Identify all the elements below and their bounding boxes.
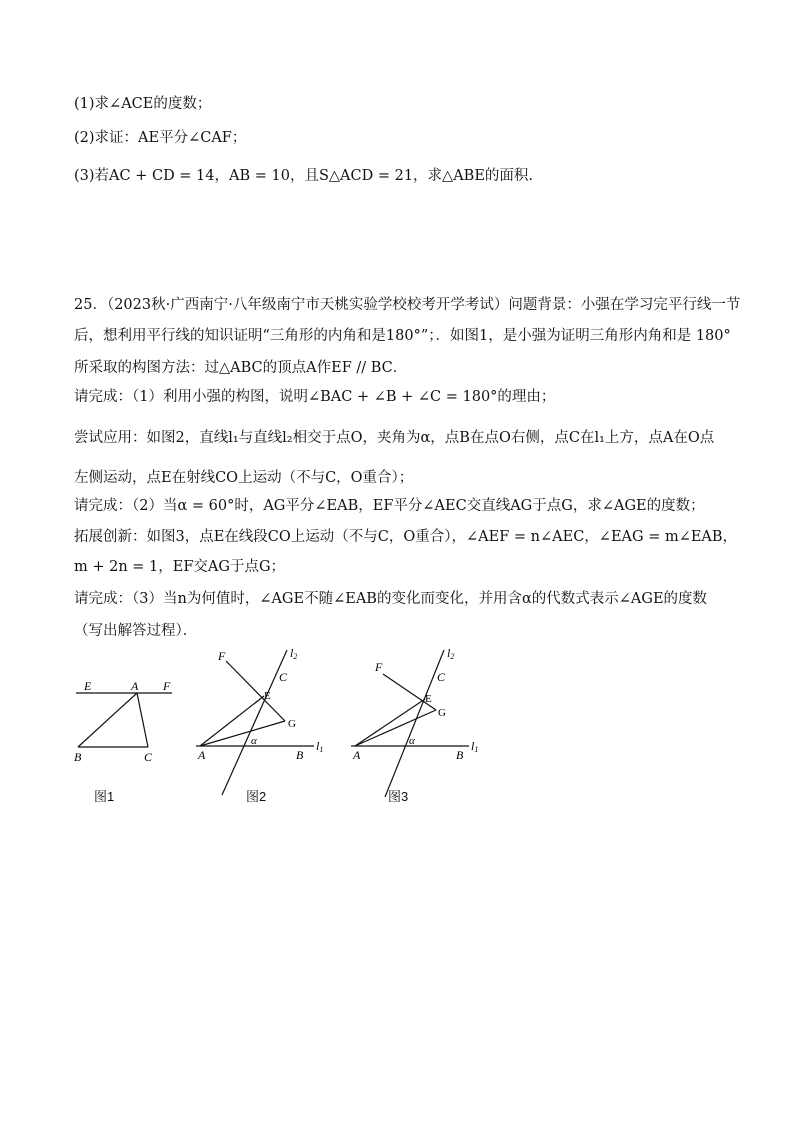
fig2-label-a: A: [198, 748, 206, 762]
fig3-line-l2: [385, 650, 444, 797]
fig1-label-a: A: [131, 679, 139, 693]
fig3-caption: 图3: [388, 789, 409, 804]
fig1-label-b: B: [74, 750, 82, 764]
q25-line-1: 25．（2023秋·广西南宁·八年级南宁市天桃实验学校校考开学考试）问题背景：小强在学习完平行线一节: [74, 297, 741, 313]
figure-2: [190, 645, 335, 805]
fig2-label-l2: l2: [290, 646, 298, 661]
figure-3: [345, 645, 490, 805]
q25-line-3: 所采取的构图方法：过△ABC的顶点A作EF // BC．: [74, 360, 408, 376]
fig2-line-l2: [222, 650, 287, 795]
fig3-label-l1: l1: [471, 739, 479, 754]
prev-part-3: (3)若AC + CD = 14，AB = 10，且S△ACD = 21，求△ABE的面积.: [74, 168, 534, 184]
fig3-label-b: B: [456, 748, 464, 762]
fig3-label-e: E: [425, 693, 432, 705]
q25-line-8: 拓展创新：如图3，点E在线段CO上运动（不与C，O重合），∠AEF = n∠AEC，∠EAG = m∠EAB，: [74, 529, 738, 545]
fig3-label-g: G: [438, 707, 446, 719]
q25-line-5: 尝试应用：如图2，直线l₁与直线l₂相交于点O，夹角为α，点B在点O右侧，点C在l₁上方，点A在O点: [74, 430, 715, 446]
fig3-label-a: A: [353, 748, 361, 762]
q25-line-10: 请完成：（3）当n为何值时，∠AGE不随∠EAB的变化而变化，并用含α的代数式表示∠AGE的度数: [74, 591, 708, 607]
fig1-side-ac: [137, 693, 148, 747]
fig1-label-e: E: [84, 679, 92, 693]
fig3-label-alpha: α: [409, 735, 415, 747]
fig2-label-g: G: [288, 718, 296, 730]
prev-part-1: (1)求∠ACE的度数；: [74, 96, 212, 112]
q25-line-6: 左侧运动，点E在射线CO上运动（不与C，O重合）；: [74, 470, 414, 486]
q25-line-9: m + 2n = 1，EF交AG于点G；: [74, 559, 286, 575]
fig3-segment-ag: [355, 710, 436, 746]
fig2-segment-ag: [200, 721, 285, 746]
fig2-label-alpha: α: [251, 735, 257, 747]
fig1-side-ab: [78, 693, 137, 747]
fig2-label-c: C: [279, 670, 288, 684]
fig2-segment-fg: [226, 661, 285, 721]
fig2-label-b: B: [296, 748, 304, 762]
q25-line-2: 后，想利用平行线的知识证明“三角形的内角和是180°”；．如图1，是小强为证明三角形内角和是 180°: [74, 328, 731, 344]
fig1-label-c: C: [144, 750, 153, 764]
fig2-label-l1: l1: [316, 739, 324, 754]
q25-line-11: （写出解答过程）．: [74, 623, 198, 639]
fig2-label-f: F: [218, 649, 226, 663]
fig3-label-f: F: [375, 660, 383, 674]
fig2-label-e: E: [264, 690, 271, 702]
fig1-caption: 图1: [94, 789, 115, 804]
q25-line-4: 请完成：（1）利用小强的构图，说明∠BAC + ∠B + ∠C = 180°的理由；: [74, 389, 556, 405]
prev-part-2: (2)求证：AE平分∠CAF；: [74, 130, 247, 146]
fig1-label-f: F: [163, 679, 171, 693]
fig2-caption: 图2: [246, 789, 267, 804]
fig3-label-l2: l2: [447, 646, 455, 661]
figure-1: [60, 670, 190, 770]
fig3-label-c: C: [437, 670, 446, 684]
q25-line-7: 请完成：（2）当α = 60°时，AG平分∠EAB，EF平分∠AEC交直线AG于点G，求∠AGE的度数；: [74, 498, 705, 514]
